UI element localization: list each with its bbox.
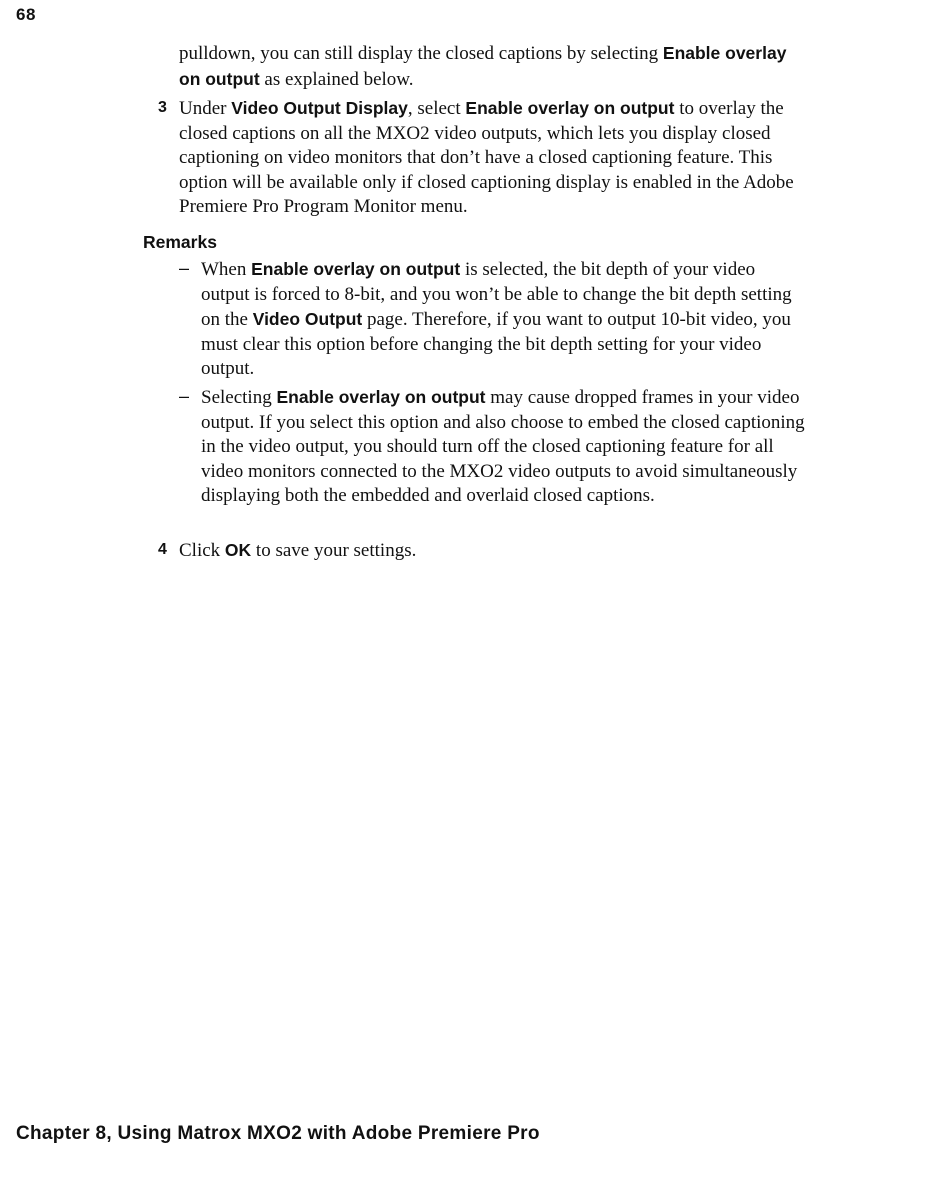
remark-2-text-end: may cause dropped frames in your video output. If you select this option and also choose to embed the closed captioning in the video output, you should turn off the closed captioning feature for all video monitors connected to the MXO2 video outputs to avoid simultaneously displaying both the embedded and overlaid closed captions. [201,387,805,506]
ok-term: OK [224,540,252,560]
page-number: 68 [16,5,36,24]
remark-2-dash: – [179,386,190,406]
continuation-text: pulldown, you can still display the closed captions by selecting [179,43,663,64]
step-4-text-start: Click [179,540,225,561]
remark-2-text-start: Selecting [201,387,277,408]
step-3-text-mid: , select [407,98,466,119]
step-3-text-start: Under [179,98,232,119]
chapter-footer: Chapter 8, Using Matrox MXO2 with Adobe Premiere Pro [16,1123,540,1144]
remark-2-paragraph [201,385,806,509]
remark-1-dash: – [179,258,190,278]
step-3-text-end: to overlay the closed captions on all the MXO2 video outputs, which lets you display closed captioning on video monitors that don’t have a closed captioning feature. This option will be available only if closed captioning display is enabled in the Adobe Premiere Pro Program Monitor menu. [179,98,794,217]
remark-1-text-end: page. Therefore, if you want to output 10-bit video, you must clear this option before changing the bit depth setting for your video output. [201,309,791,379]
step-4-number: 4 [158,541,167,558]
continuation-paragraph [179,41,804,92]
enable-overlay-term: Enable overlay on output [251,259,461,279]
step-3-paragraph [179,96,804,220]
remark-1-text-start: When [201,259,252,280]
enable-overlay-term: Enable overlay on output [465,98,675,118]
enable-overlay-term: Enable overlay on output [179,43,787,89]
video-output-display-term: Video Output Display [231,98,408,118]
remarks-heading: Remarks [143,232,217,252]
remark-1-text-mid: is selected, the bit depth of your video output is forced to 8-bit, and you won’t be able to change the bit depth setting on the [201,259,792,330]
enable-overlay-term: Enable overlay on output [276,387,486,407]
continuation-text-end: as explained below. [259,68,414,90]
remark-1-paragraph [201,257,806,382]
step-4-text-end: to save your settings. [251,540,417,561]
step-4-paragraph [179,538,804,564]
video-output-term: Video Output [252,309,363,329]
step-3-number: 3 [158,99,167,116]
